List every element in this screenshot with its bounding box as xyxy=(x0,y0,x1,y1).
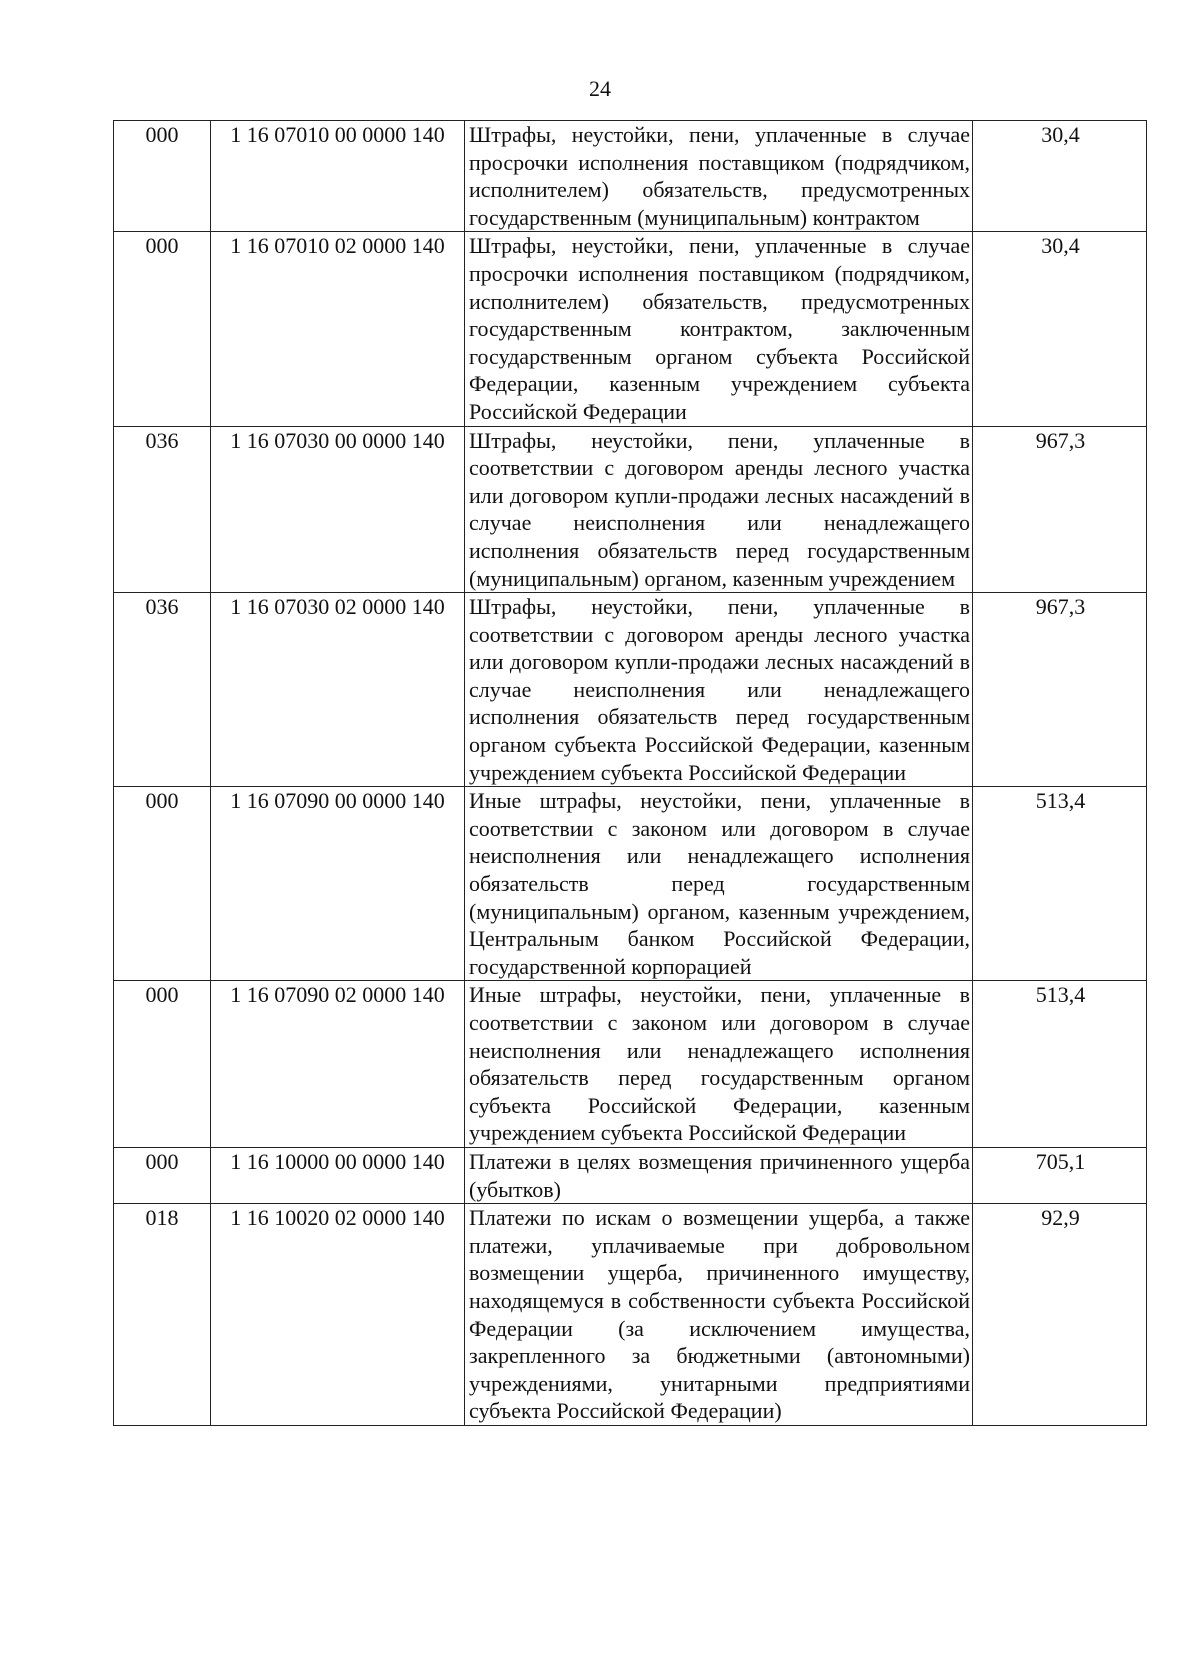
admin-code-cell: 018 xyxy=(114,1204,211,1426)
admin-code-cell: 036 xyxy=(114,593,211,787)
table-row xyxy=(114,593,1147,787)
revenue-name-cell: Штрафы, неустойки, пени, уплаченные в соответствии с договором аренды лесного участка или договором купли-продажи лесных насаждений в случае неисполнения или ненадлежащего исполнения обязательств перед государственным (муниципальным) органом, казенным учреждением xyxy=(465,426,973,593)
revenue-table xyxy=(113,120,1147,1426)
table-row xyxy=(114,1147,1147,1203)
budget-code-cell: 1 16 10000 00 0000 140 xyxy=(211,1147,465,1203)
admin-code-cell: 000 xyxy=(114,981,211,1148)
table-row xyxy=(114,1204,1147,1426)
admin-code-cell: 036 xyxy=(114,426,211,593)
amount-cell: 513,4 xyxy=(973,787,1147,981)
amount-cell: 92,9 xyxy=(973,1204,1147,1426)
table-row xyxy=(114,232,1147,426)
budget-code-cell: 1 16 07030 00 0000 140 xyxy=(211,426,465,593)
budget-code-cell: 1 16 07090 00 0000 140 xyxy=(211,787,465,981)
revenue-name-cell: Платежи по искам о возмещении ущерба, а также платежи, уплачиваемые при добровольном возмещении ущерба, причиненного имуществу, находящемуся в собственности субъекта Российской Федерации (за исключением имущества, закрепленного за бюджетными (автономными) учреждениями, унитарными предприятиями субъекта Российской Федерации) xyxy=(465,1204,973,1426)
page-number: 24 xyxy=(589,76,611,101)
admin-code-cell: 000 xyxy=(114,121,211,232)
revenue-name-cell: Штрафы, неустойки, пени, уплаченные в соответствии с договором аренды лесного участка или договором купли-продажи лесных насаждений в случае неисполнения или ненадлежащего исполнения обязательств перед государственным органом субъекта Российской Федерации, казенным учреждением субъекта Российской Федерации xyxy=(465,593,973,787)
table-row xyxy=(114,426,1147,593)
amount-cell: 705,1 xyxy=(973,1147,1147,1203)
admin-code-cell: 000 xyxy=(114,787,211,981)
revenue-name-cell: Иные штрафы, неустойки, пени, уплаченные в соответствии с законом или договором в случае неисполнения или ненадлежащего исполнения обязательств перед государственным органом субъекта Российской Федерации, казенным учреждением субъекта Российской Федерации xyxy=(465,981,973,1148)
amount-cell: 30,4 xyxy=(973,232,1147,426)
amount-cell: 967,3 xyxy=(973,426,1147,593)
budget-code-cell: 1 16 10020 02 0000 140 xyxy=(211,1204,465,1426)
budget-code-cell: 1 16 07010 00 0000 140 xyxy=(211,121,465,232)
table-row xyxy=(114,787,1147,981)
revenue-name-cell: Штрафы, неустойки, пени, уплаченные в случае просрочки исполнения поставщиком (подрядчиком, исполнителем) обязательств, предусмотренных государственным (муниципальным) контрактом xyxy=(465,121,973,232)
amount-cell: 513,4 xyxy=(973,981,1147,1148)
table-row xyxy=(114,981,1147,1148)
budget-code-cell: 1 16 07030 02 0000 140 xyxy=(211,593,465,787)
admin-code-cell: 000 xyxy=(114,1147,211,1203)
budget-code-cell: 1 16 07010 02 0000 140 xyxy=(211,232,465,426)
table-row xyxy=(114,121,1147,232)
revenue-name-cell: Штрафы, неустойки, пени, уплаченные в случае просрочки исполнения поставщиком (подрядчиком, исполнителем) обязательств, предусмотренных государственным контрактом, заключенным государственным органом субъекта Российской Федерации, казенным учреждением субъекта Российской Федерации xyxy=(465,232,973,426)
amount-cell: 30,4 xyxy=(973,121,1147,232)
revenue-name-cell: Иные штрафы, неустойки, пени, уплаченные в соответствии с законом или договором в случае неисполнения или ненадлежащего исполнения обязательств перед государственным (муниципальным) органом, казенным учреждением, Центральным банком Российской Федерации, государственной корпорацией xyxy=(465,787,973,981)
admin-code-cell: 000 xyxy=(114,232,211,426)
revenue-name-cell: Платежи в целях возмещения причиненного ущерба (убытков) xyxy=(465,1147,973,1203)
budget-code-cell: 1 16 07090 02 0000 140 xyxy=(211,981,465,1148)
amount-cell: 967,3 xyxy=(973,593,1147,787)
